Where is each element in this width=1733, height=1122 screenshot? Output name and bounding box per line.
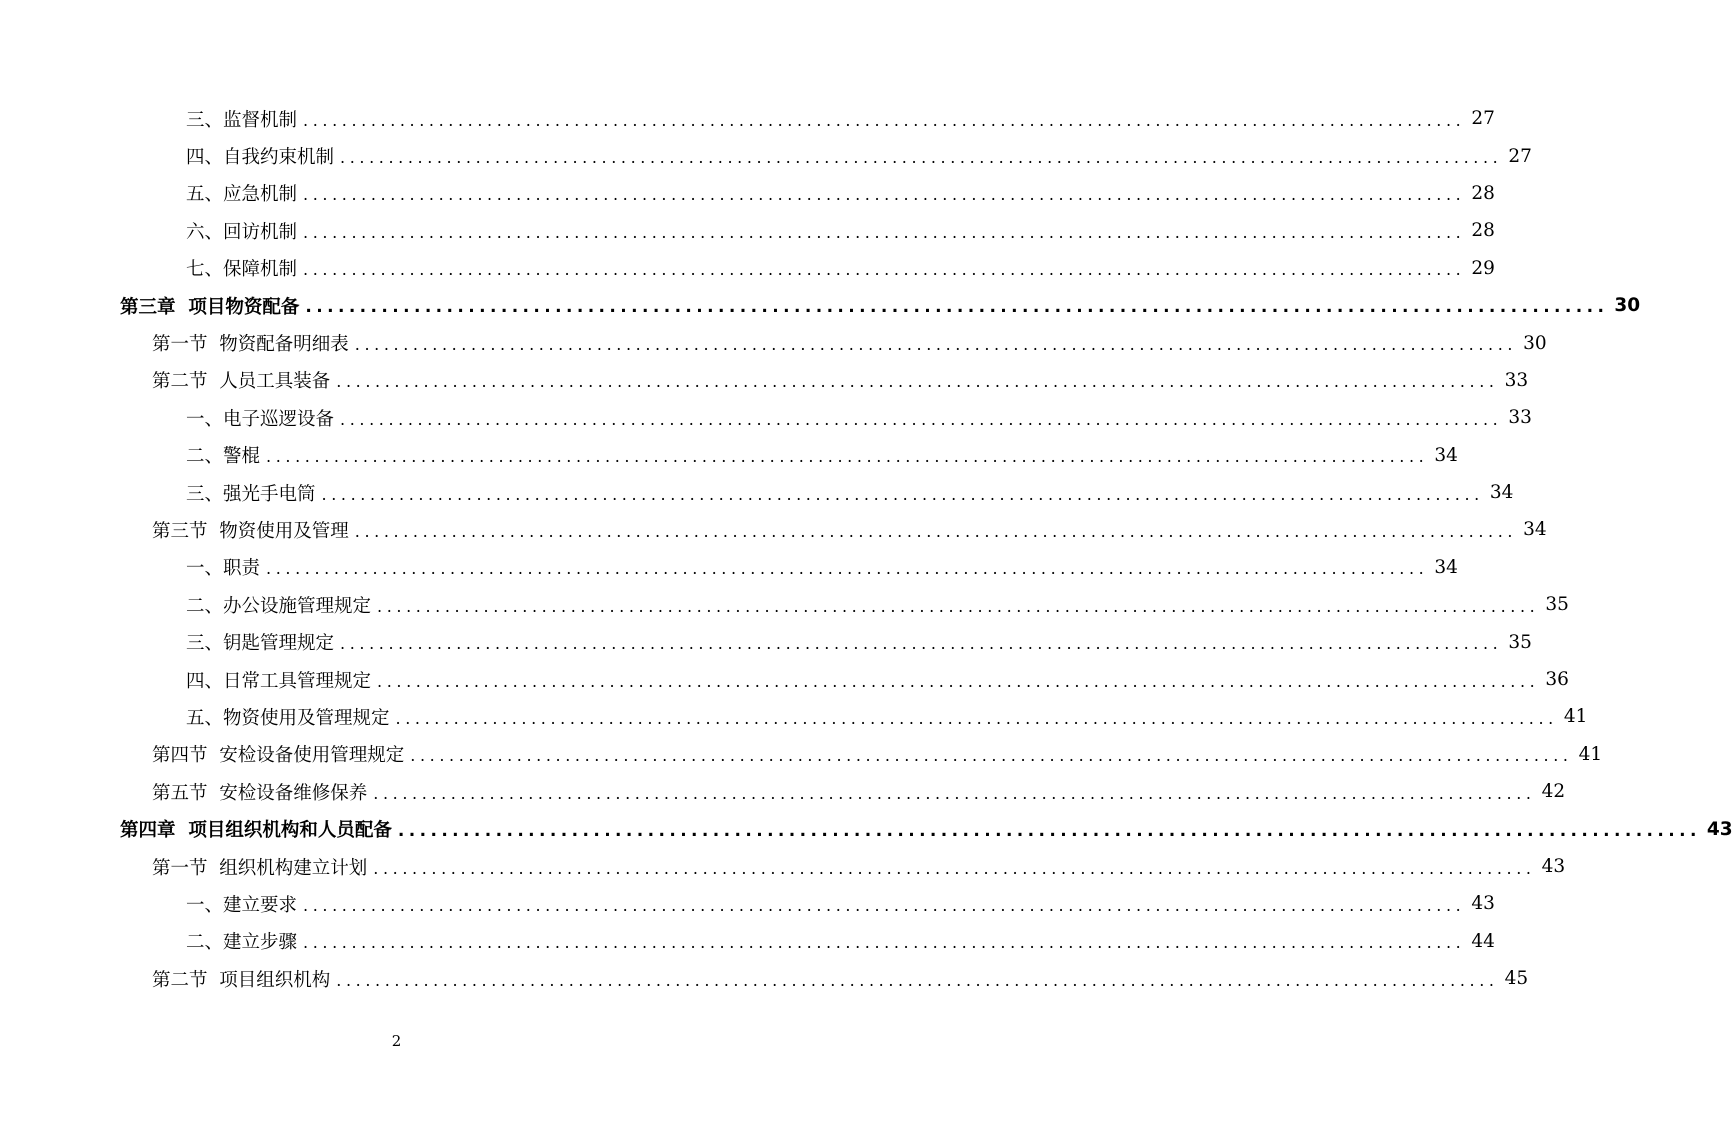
toc-entry-page: 35 — [1545, 594, 1569, 616]
dot-leader: ........................................................................................................................ — [303, 222, 1466, 242]
toc-entry-page: 33 — [1504, 369, 1529, 391]
page-number: 2 — [391, 1032, 402, 1050]
toc-entry-title: 三、强光手电筒 — [186, 483, 316, 505]
dot-leader: ........................................................................................................................ — [377, 596, 1540, 616]
toc-entry-title: 第一节 物资配备明细表 — [152, 334, 349, 356]
toc-entry[interactable] — [0, 324, 1547, 361]
toc-entry-page: 35 — [1508, 631, 1532, 653]
toc-entry-title: 第二节 人员工具装备 — [152, 371, 331, 393]
toc-entry-title: 一、建立要求 — [186, 894, 298, 916]
toc-entry-page: 30 — [1523, 332, 1547, 354]
toc-entry-page: 44 — [1471, 930, 1495, 952]
toc-entry-title: 第一节 组织机构建立计划 — [152, 857, 368, 879]
dot-leader: ........................................................................................................................ — [336, 372, 1499, 392]
dot-leader: ........................................................................................................................ — [395, 708, 1558, 728]
dot-leader: ........................................................................................................................ — [354, 521, 1518, 541]
toc-entry[interactable] — [0, 810, 1733, 847]
toc-entry[interactable] — [0, 362, 1529, 399]
dot-leader: ........................................................................................................................ — [410, 746, 1573, 766]
toc-entry-title: 第二节 项目组织机构 — [152, 969, 331, 991]
toc-entry[interactable] — [0, 848, 1566, 885]
toc-entry-page: 43 — [1706, 818, 1733, 840]
dot-leader: ........................................................................................................................ — [266, 447, 1429, 467]
toc-entry-title: 三、监督机制 — [186, 109, 298, 131]
toc-entry[interactable] — [0, 399, 1532, 436]
dot-leader: ........................................................................................................................ — [373, 858, 1536, 878]
dot-leader: ........................................................................................................................ — [397, 820, 1701, 841]
toc-entry-page: 30 — [1614, 295, 1641, 317]
toc-entry-page: 34 — [1523, 519, 1547, 541]
table-of-contents — [0, 100, 1733, 997]
toc-entry-title: 第四节 安检设备使用管理规定 — [152, 745, 405, 767]
toc-entry-page: 33 — [1508, 407, 1532, 429]
toc-entry-page: 29 — [1471, 257, 1495, 279]
toc-entry-title: 第四章 项目组织机构和人员配备 — [120, 820, 392, 842]
toc-entry-title: 二、办公设施管理规定 — [186, 595, 372, 617]
toc-entry-title: 三、钥匙管理规定 — [186, 633, 335, 655]
toc-entry[interactable] — [0, 885, 1495, 922]
toc-entry-title: 第三章 项目物资配备 — [120, 296, 300, 318]
dot-leader: ........................................................................................................................ — [340, 634, 1503, 654]
toc-entry-title: 一、职责 — [186, 558, 261, 580]
toc-entry-title: 五、物资使用及管理规定 — [186, 707, 390, 729]
toc-entry-page: 34 — [1489, 482, 1514, 504]
toc-entry-page: 34 — [1434, 444, 1458, 466]
dot-leader: ........................................................................................................................ — [305, 297, 1609, 318]
dot-leader: ........................................................................................................................ — [266, 559, 1429, 579]
toc-entry[interactable] — [0, 586, 1569, 623]
toc-entry[interactable] — [0, 698, 1588, 735]
toc-list — [0, 100, 1733, 997]
toc-entry-title: 四、日常工具管理规定 — [186, 670, 372, 692]
toc-entry-page: 43 — [1541, 856, 1566, 877]
toc-entry[interactable] — [0, 137, 1532, 174]
toc-entry-title: 二、建立步骤 — [186, 932, 298, 954]
toc-entry-page: 36 — [1545, 669, 1569, 691]
dot-leader: ........................................................................................................................ — [303, 895, 1466, 915]
toc-entry-title: 第三节 物资使用及管理 — [152, 520, 349, 542]
toc-entry[interactable] — [0, 773, 1566, 810]
toc-entry[interactable] — [0, 287, 1641, 324]
toc-entry-title: 一、电子巡逻设备 — [186, 408, 335, 430]
dot-leader: ........................................................................................................................ — [321, 484, 1484, 504]
dot-leader: ........................................................................................................................ — [354, 335, 1518, 355]
toc-entry-page: 41 — [1563, 706, 1588, 728]
dot-leader: ........................................................................................................................ — [373, 783, 1536, 803]
toc-entry[interactable] — [0, 100, 1495, 137]
toc-entry[interactable] — [0, 736, 1603, 773]
toc-entry-page: 45 — [1504, 968, 1529, 990]
toc-entry-page: 28 — [1471, 182, 1495, 204]
toc-entry-page: 27 — [1508, 145, 1532, 167]
dot-leader: ........................................................................................................................ — [303, 933, 1466, 953]
toc-entry[interactable] — [0, 923, 1495, 960]
toc-entry-title: 四、自我约束机制 — [186, 147, 335, 169]
toc-entry-title: 六、回访机制 — [186, 221, 298, 243]
toc-entry[interactable] — [0, 549, 1458, 586]
toc-entry[interactable] — [0, 474, 1514, 511]
toc-entry[interactable] — [0, 212, 1495, 249]
dot-leader: ........................................................................................................................ — [303, 260, 1466, 280]
dot-leader: ........................................................................................................................ — [340, 148, 1503, 168]
dot-leader: ........................................................................................................................ — [336, 970, 1499, 990]
toc-entry[interactable] — [0, 623, 1532, 660]
toc-entry[interactable] — [0, 175, 1495, 212]
toc-entry[interactable] — [0, 661, 1569, 698]
dot-leader: ........................................................................................................................ — [377, 671, 1540, 691]
toc-entry-title: 二、警棍 — [186, 446, 261, 468]
toc-entry[interactable] — [0, 511, 1547, 548]
dot-leader: ........................................................................................................................ — [340, 409, 1503, 429]
toc-entry-title: 五、应急机制 — [186, 184, 298, 206]
toc-entry-page: 27 — [1471, 108, 1495, 130]
toc-entry-page: 28 — [1471, 220, 1495, 242]
toc-entry-page: 34 — [1434, 556, 1458, 578]
toc-entry[interactable] — [0, 437, 1458, 474]
dot-leader: ........................................................................................................................ — [303, 185, 1466, 205]
dot-leader: ........................................................................................................................ — [303, 110, 1466, 130]
toc-entry-page: 43 — [1471, 893, 1495, 915]
toc-entry-title: 七、保障机制 — [186, 259, 298, 281]
toc-entry[interactable] — [0, 250, 1495, 287]
toc-entry[interactable] — [0, 960, 1529, 997]
toc-entry-title: 第五节 安检设备维修保养 — [152, 782, 368, 804]
toc-entry-page: 41 — [1578, 743, 1603, 765]
toc-entry-page: 42 — [1541, 781, 1566, 803]
